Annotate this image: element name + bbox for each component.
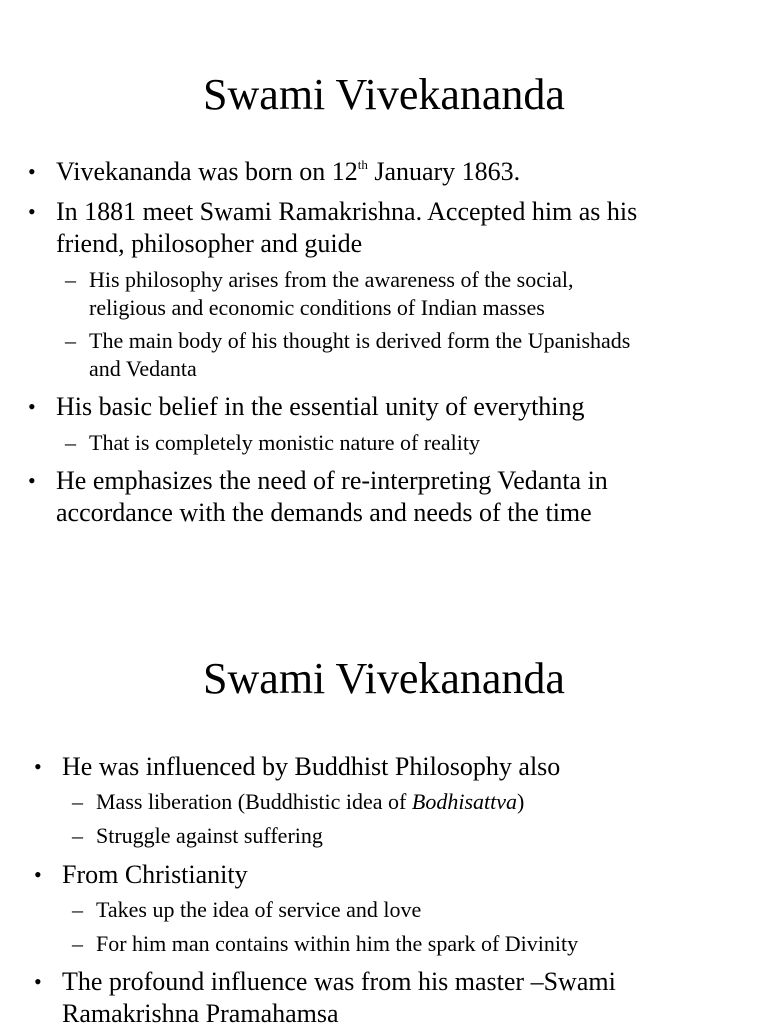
sub-text-line1: The main body of his thought is derived form the Upanishads [89, 328, 631, 353]
sub-text-line1: His philosophy arises from the awareness of the social, [89, 267, 574, 292]
sub-text: That is completely monistic nature of reality [89, 430, 480, 455]
bullet-marker: • [34, 754, 42, 779]
dash-marker: – [65, 267, 76, 292]
bullet-marker: • [28, 468, 36, 493]
bullet-text: Vivekananda was born on 12th January 1863. [56, 157, 521, 186]
sub-text-line2: religious and economic conditions of Indian masses [89, 295, 545, 320]
dash-marker: – [65, 430, 76, 455]
slide-2-title: Swami Vivekananda [203, 654, 565, 703]
bullet-text-line2: accordance with the demands and needs of the time [56, 498, 592, 527]
bullet-text-line1: He emphasizes the need of re-interpreting Vedanta in [56, 466, 608, 495]
bullet-marker: • [34, 862, 42, 887]
dash-marker: – [72, 823, 83, 848]
italic-term: Bodhisattva [411, 789, 517, 814]
bullet-text-line1: In 1881 meet Swami Ramakrishna. Accepted him as his [56, 197, 638, 226]
bullet-marker: • [28, 159, 36, 184]
bullet-text: From Christianity [62, 860, 248, 889]
sub-text: Mass liberation (Buddhistic idea of Bodhisattva) [96, 789, 525, 814]
dash-marker: – [72, 789, 83, 814]
bullet-text: He was influenced by Buddhist Philosophy also [62, 752, 561, 781]
bullet-text: His basic belief in the essential unity of everything [56, 392, 585, 421]
bullet-marker: • [28, 394, 36, 419]
sub-text-line2: and Vedanta [89, 356, 197, 381]
dash-marker: – [72, 897, 83, 922]
bullet-text-line2: Ramakrishna Pramahamsa [62, 999, 339, 1028]
sub-text: Takes up the idea of service and love [96, 897, 422, 922]
bullet-marker: • [28, 199, 36, 224]
sub-text: Struggle against suffering [96, 823, 323, 848]
sub-text: For him man contains within him the spark of Divinity [96, 931, 579, 956]
slide-1-title: Swami Vivekananda [203, 70, 565, 119]
bullet-text-line2: friend, philosopher and guide [56, 229, 363, 258]
bullet-text-line1: The profound influence was from his master –Swami [62, 967, 616, 996]
dash-marker: – [65, 328, 76, 353]
bullet-marker: • [34, 969, 42, 994]
dash-marker: – [72, 931, 83, 956]
